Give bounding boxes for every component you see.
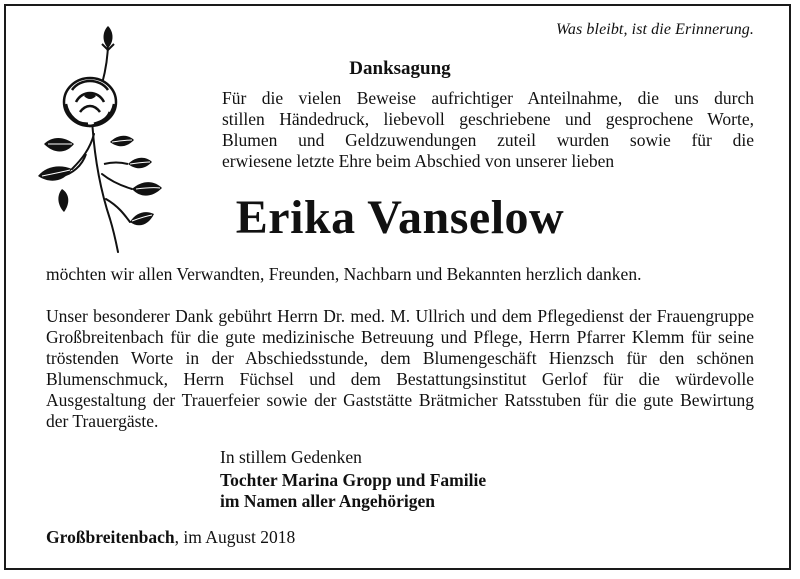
- rose-icon: [32, 24, 162, 254]
- heading: Danksagung: [349, 58, 451, 79]
- place: Großbreitenbach: [46, 527, 175, 547]
- signature-line: Tochter Marina Gropp und Familie: [220, 470, 487, 490]
- signature-line: im Namen aller Angehörigen: [220, 491, 436, 511]
- deceased-name: Erika Vanselow: [235, 191, 565, 244]
- closing-block: [220, 447, 486, 512]
- place-date: [46, 527, 295, 548]
- motto: Was bleibt, ist die Erinnerung.: [555, 21, 754, 38]
- thanks-line: möchten wir allen Verwandten, Freunden, Nachbarn und Bekannten herzlich danken.: [46, 264, 642, 284]
- intro-line: stillen Händedruck, liebevoll geschriebene und gesprochene Worte,: [222, 109, 754, 129]
- date: , im August 2018: [174, 527, 296, 547]
- remembrance-line: In stillem Gedenken: [220, 447, 362, 467]
- special-thanks-paragraph: Unser besonderer Dank gebührt Herrn Dr. med. M. Ullrich und dem Pflegedienst der Frauengruppe Großbreitenbach für die gute medizinische Betreuung und Pflege, Herrn Pfarrer Klemm für seine tröstenden Worte in der Abschiedsstunde, dem Blumengeschäft Hienzsch für den schönen Blumenschmuck, Herrn Füchsel und dem Bestattungsinstitut Gerlof für die würdevolle Ausgestaltung der Trauerfeier sowie der Gaststätte Brätmicher Ratsstuben für die gute Bewirtung der Trauergäste.: [46, 306, 754, 431]
- intro-line: erwiesene letzte Ehre beim Abschied von unserer lieben: [222, 151, 615, 171]
- intro-line: Blumen und Geldzuwendungen zuteil wurden sowie für die: [222, 130, 754, 150]
- intro-paragraph: [222, 88, 754, 172]
- intro-line: Für die vielen Beweise aufrichtiger Anteilnahme, die uns durch: [222, 88, 754, 108]
